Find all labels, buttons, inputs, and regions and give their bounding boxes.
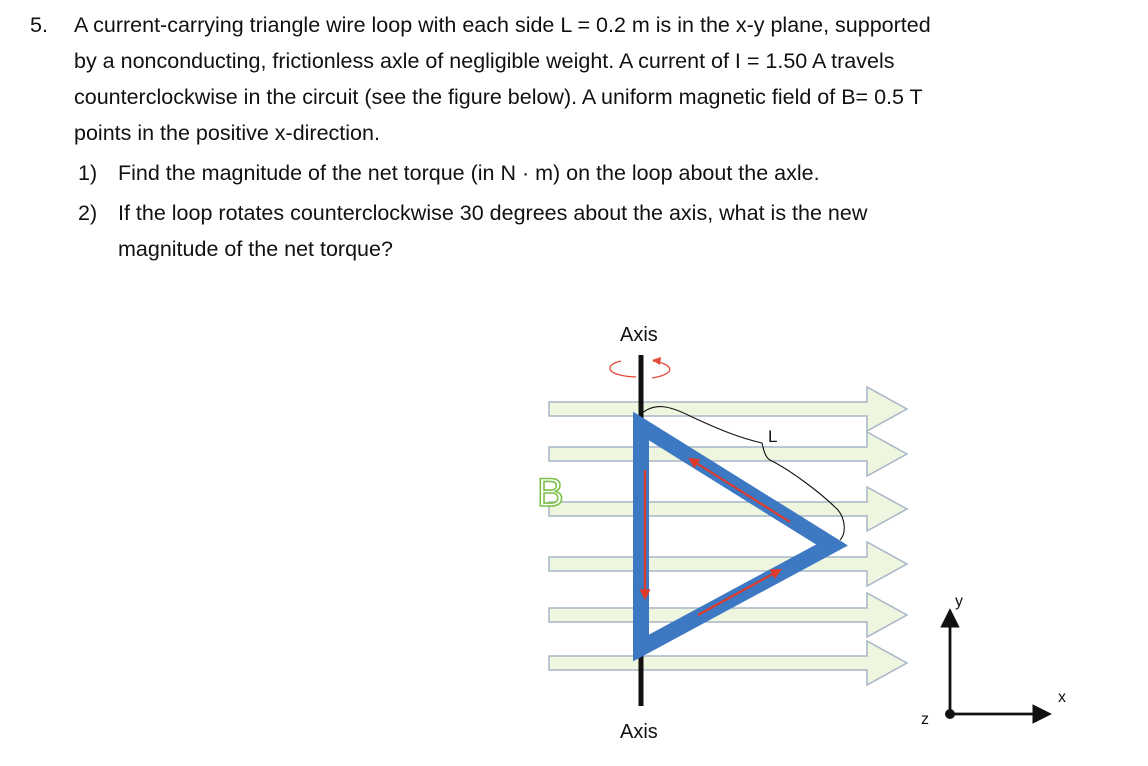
field-arrow <box>549 387 907 431</box>
side-length-brace <box>641 407 844 540</box>
axis-label-top: Axis <box>620 324 658 346</box>
problem-number: 5. <box>30 13 48 37</box>
field-arrow <box>549 487 907 531</box>
question-2-text-line-1: If the loop rotates counterclockwise 30 degrees about the axis, what is the new <box>118 201 868 225</box>
field-label: B <box>537 471 564 515</box>
field-arrow <box>549 542 907 586</box>
question-1-text: Find the magnitude of the net torque (in N · m) on the loop about the axle. <box>118 161 820 185</box>
question-2-text-line-2: magnitude of the net torque? <box>118 237 393 261</box>
field-arrow <box>549 641 907 685</box>
problem-line-3: counterclockwise in the circuit (see the figure below). A uniform magnetic field of B= 0.5 T <box>74 85 923 109</box>
problem-line-1: A current-carrying triangle wire loop with each side L = 0.2 m is in the x-y plane, supported <box>74 13 931 37</box>
problem-line-4: points in the positive x-direction. <box>74 121 380 145</box>
question-2-label: 2) <box>78 201 98 225</box>
axis-label-bottom: Axis <box>620 721 658 743</box>
question-1-label: 1) <box>78 161 98 185</box>
coordinate-axes <box>921 593 1066 728</box>
z-axis-label: z <box>921 711 929 728</box>
problem-line-2: by a nonconducting, frictionless axle of negligible weight. A current of I = 1.50 A travels <box>74 49 895 73</box>
side-length-label: L <box>768 427 778 446</box>
x-axis-label: x <box>1058 689 1066 706</box>
field-arrow <box>549 432 907 476</box>
z-axis-dot <box>945 709 955 719</box>
y-axis-label: y <box>955 593 963 610</box>
